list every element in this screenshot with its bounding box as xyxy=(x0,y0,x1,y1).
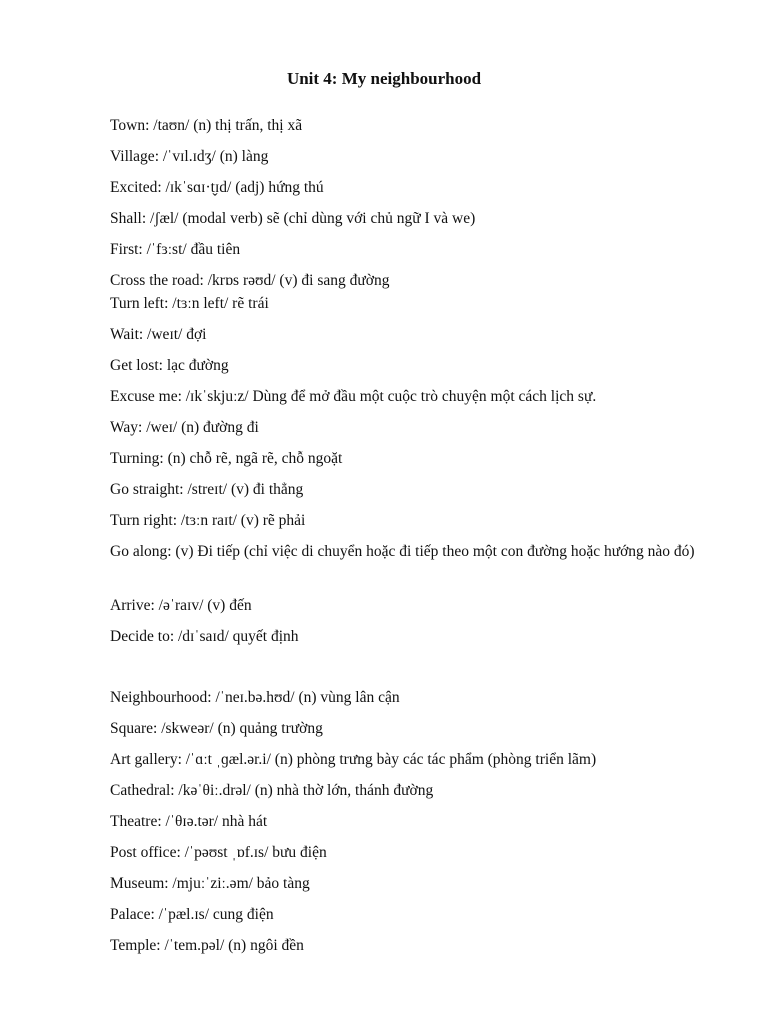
vocab-entry-square: Square: /skweər/ (n) quảng trường xyxy=(110,720,323,737)
vocab-entry-shall: Shall: /ʃæl/ (modal verb) sẽ (chỉ dùng với chủ ngữ I và we) xyxy=(110,210,476,227)
vocab-entry-excuse-me: Excuse me: /ɪkˈskjuːz/ Dùng để mở đầu một cuộc trò chuyện một cách lịch sự. xyxy=(110,388,597,405)
vocab-entry-post-office: Post office: /ˈpəʊst ˌɒf.ɪs/ bưu điện xyxy=(110,844,327,861)
page-title: Unit 4: My neighbourhood xyxy=(286,69,482,88)
vocab-entry-town: Town: /taʊn/ (n) thị trấn, thị xã xyxy=(110,117,303,134)
vocab-entry-get-lost: Get lost: lạc đường xyxy=(110,357,229,374)
vocab-entry-excited: Excited: /ɪkˈsɑɪ·t̬ɪd/ (adj) hứng thú xyxy=(110,179,324,196)
vocab-entry-cross-the-road: Cross the road: /krɒs rəʊd/ (v) đi sang đường xyxy=(110,272,390,289)
vocab-entry-turning: Turning: (n) chỗ rẽ, ngã rẽ, chỗ ngoặt xyxy=(110,450,343,467)
vocab-entry-palace: Palace: /ˈpæl.ɪs/ cung điện xyxy=(110,906,274,923)
vocab-entry-wait: Wait: /weɪt/ đợi xyxy=(110,326,207,343)
vocab-entry-turn-left: Turn left: /tɜːn left/ rẽ trái xyxy=(110,295,269,312)
vocab-entry-village: Village: /ˈvɪl.ɪdʒ/ (n) làng xyxy=(110,148,269,165)
vocab-entry-turn-right: Turn right: /tɜːn raɪt/ (v) rẽ phải xyxy=(110,512,306,529)
vocab-entry-museum: Museum: /mjuːˈziː.əm/ bảo tàng xyxy=(110,875,310,892)
vocab-entry-arrive: Arrive: /əˈraɪv/ (v) đến xyxy=(110,597,252,614)
vocab-entry-decide-to: Decide to: /dɪˈsaɪd/ quyết định xyxy=(110,628,299,645)
vocab-entry-theatre: Theatre: /ˈθɪə.tər/ nhà hát xyxy=(110,813,268,830)
vocab-entry-art-gallery: Art gallery: /ˈɑːt ˌɡæl.ər.i/ (n) phòng trưng bày các tác phẩm (phòng triển lãm) xyxy=(110,751,597,768)
vocab-entry-temple: Temple: /ˈtem.pəl/ (n) ngôi đền xyxy=(110,937,304,954)
vocab-entry-cathedral: Cathedral: /kəˈθiː.drəl/ (n) nhà thờ lớn, thánh đường xyxy=(110,782,434,799)
vocab-entry-go-along: Go along: (v) Đi tiếp (chỉ việc di chuyển hoặc đi tiếp theo một con đường hoặc hướng nào đó) xyxy=(110,543,695,560)
vocab-entry-go-straight: Go straight: /streɪt/ (v) đi thẳng xyxy=(110,481,304,498)
vocab-entry-first: First: /ˈfɜːst/ đầu tiên xyxy=(110,241,241,258)
vocab-entry-way: Way: /weɪ/ (n) đường đi xyxy=(110,419,259,436)
vocab-entry-neighbourhood: Neighbourhood: /ˈneɪ.bə.hʊd/ (n) vùng lân cận xyxy=(110,689,400,706)
